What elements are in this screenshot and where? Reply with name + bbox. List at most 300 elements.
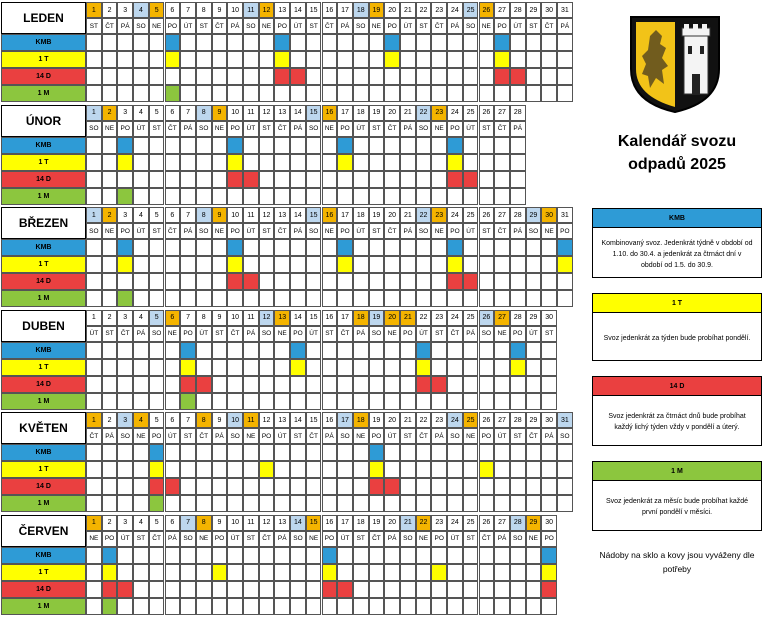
grid-cell bbox=[306, 564, 322, 581]
grid-cell bbox=[196, 598, 212, 615]
day-number: 10 bbox=[227, 105, 243, 121]
grid-cell bbox=[337, 342, 353, 359]
grid-cell bbox=[447, 444, 463, 461]
weekday-name: NE bbox=[86, 531, 102, 547]
collection-mark bbox=[180, 376, 196, 393]
weekday-name: SO bbox=[369, 326, 385, 342]
weekday-name: ČT bbox=[274, 223, 290, 239]
weekday-name: PÁ bbox=[180, 121, 196, 137]
grid-cell bbox=[86, 239, 102, 256]
collection-mark bbox=[384, 478, 400, 495]
grid-cell bbox=[431, 444, 447, 461]
day-number: 14 bbox=[290, 412, 306, 428]
collection-mark bbox=[337, 137, 353, 154]
day-number: 23 bbox=[431, 207, 447, 223]
collection-mark bbox=[227, 137, 243, 154]
grid-cell bbox=[322, 239, 338, 256]
grid-cell bbox=[243, 478, 259, 495]
weekday-name: ČT bbox=[431, 18, 447, 34]
grid-cell bbox=[494, 171, 510, 188]
grid-cell bbox=[196, 393, 212, 410]
grid-cell bbox=[416, 137, 432, 154]
grid-cell bbox=[494, 239, 510, 256]
grid-cell bbox=[274, 444, 290, 461]
grid-cell bbox=[212, 598, 228, 615]
grid-cell bbox=[463, 137, 479, 154]
grid-cell bbox=[86, 154, 102, 171]
collection-mark bbox=[117, 290, 133, 307]
grid-cell bbox=[102, 393, 118, 410]
grid-cell bbox=[227, 376, 243, 393]
day-number: 2 bbox=[102, 2, 118, 18]
grid-cell bbox=[212, 51, 228, 68]
day-number: 16 bbox=[322, 310, 338, 326]
day-number: 22 bbox=[416, 207, 432, 223]
day-number: 29 bbox=[526, 2, 542, 18]
grid-cell bbox=[400, 51, 416, 68]
collection-mark bbox=[557, 256, 573, 273]
day-number: 27 bbox=[494, 412, 510, 428]
weekday-name: ÚT bbox=[353, 223, 369, 239]
month-name: ÚNOR bbox=[1, 105, 86, 137]
grid-cell bbox=[494, 137, 510, 154]
grid-cell bbox=[86, 581, 102, 598]
day-number: 31 bbox=[557, 412, 573, 428]
weekday-name: ST bbox=[369, 223, 385, 239]
day-number: 10 bbox=[227, 2, 243, 18]
grid-cell bbox=[479, 51, 495, 68]
day-number: 25 bbox=[463, 207, 479, 223]
grid-cell bbox=[212, 68, 228, 85]
legend-1m-text: Svoz jedenkrát za měsíc bude probíhat každé první pondělí v měsíci. bbox=[605, 498, 749, 516]
day-number: 22 bbox=[416, 2, 432, 18]
grid-cell bbox=[290, 461, 306, 478]
grid-cell bbox=[494, 564, 510, 581]
weekday-name: PÁ bbox=[431, 428, 447, 444]
weekday-name: ST bbox=[133, 531, 149, 547]
grid-cell bbox=[259, 171, 275, 188]
day-number: 16 bbox=[322, 105, 338, 121]
grid-cell bbox=[369, 171, 385, 188]
grid-cell bbox=[133, 342, 149, 359]
grid-cell bbox=[227, 393, 243, 410]
grid-cell bbox=[322, 495, 338, 512]
collection-mark bbox=[165, 478, 181, 495]
day-number: 18 bbox=[353, 515, 369, 531]
day-number: 14 bbox=[290, 310, 306, 326]
row-label-1-m: 1 M bbox=[1, 85, 86, 102]
weekday-name: ČT bbox=[274, 121, 290, 137]
weekday-name: ÚT bbox=[196, 326, 212, 342]
grid-cell bbox=[133, 239, 149, 256]
grid-cell bbox=[510, 478, 526, 495]
weekday-name: PÁ bbox=[400, 223, 416, 239]
grid-cell bbox=[306, 137, 322, 154]
grid-cell bbox=[259, 256, 275, 273]
grid-cell bbox=[369, 51, 385, 68]
day-number: 11 bbox=[243, 207, 259, 223]
month-block bbox=[0, 206, 570, 308]
grid-cell bbox=[353, 188, 369, 205]
weekday-name: ÚT bbox=[400, 18, 416, 34]
grid-cell bbox=[463, 547, 479, 564]
grid-cell bbox=[353, 85, 369, 102]
grid-cell bbox=[133, 598, 149, 615]
grid-cell bbox=[133, 34, 149, 51]
weekday-name: PO bbox=[400, 326, 416, 342]
grid-cell bbox=[447, 68, 463, 85]
grid-cell bbox=[463, 359, 479, 376]
grid-cell bbox=[227, 478, 243, 495]
day-number: 30 bbox=[541, 207, 557, 223]
grid-cell bbox=[306, 547, 322, 564]
legend-kmb bbox=[592, 208, 762, 278]
day-number: 8 bbox=[196, 207, 212, 223]
grid-cell bbox=[290, 188, 306, 205]
grid-cell bbox=[243, 444, 259, 461]
collection-mark bbox=[431, 376, 447, 393]
grid-cell bbox=[165, 444, 181, 461]
grid-cell bbox=[369, 188, 385, 205]
weekday-name: ST bbox=[196, 18, 212, 34]
grid-cell bbox=[384, 598, 400, 615]
grid-cell bbox=[165, 137, 181, 154]
grid-cell bbox=[306, 239, 322, 256]
weekday-name: PO bbox=[165, 18, 181, 34]
grid-cell bbox=[479, 478, 495, 495]
grid-cell bbox=[290, 85, 306, 102]
grid-cell bbox=[479, 239, 495, 256]
grid-cell bbox=[212, 461, 228, 478]
month-name: BŘEZEN bbox=[1, 207, 86, 239]
grid-cell bbox=[274, 239, 290, 256]
grid-cell bbox=[494, 342, 510, 359]
day-number: 13 bbox=[274, 310, 290, 326]
grid-cell bbox=[353, 598, 369, 615]
grid-cell bbox=[416, 51, 432, 68]
grid-cell bbox=[227, 581, 243, 598]
weekday-name: PO bbox=[290, 326, 306, 342]
grid-cell bbox=[322, 273, 338, 290]
grid-cell bbox=[384, 239, 400, 256]
grid-cell bbox=[337, 547, 353, 564]
weekday-name: ÚT bbox=[494, 428, 510, 444]
grid-cell bbox=[384, 171, 400, 188]
grid-cell bbox=[227, 188, 243, 205]
grid-cell bbox=[243, 359, 259, 376]
grid-cell bbox=[510, 444, 526, 461]
grid-cell bbox=[494, 461, 510, 478]
collection-mark bbox=[541, 564, 557, 581]
weekday-name: SO bbox=[337, 428, 353, 444]
grid-cell bbox=[494, 256, 510, 273]
grid-cell bbox=[102, 188, 118, 205]
grid-cell bbox=[416, 564, 432, 581]
day-number: 26 bbox=[479, 105, 495, 121]
weekday-name: PÁ bbox=[384, 531, 400, 547]
grid-cell bbox=[196, 85, 212, 102]
row-label-kmb: KMB bbox=[1, 137, 86, 154]
collection-mark bbox=[494, 51, 510, 68]
grid-cell bbox=[212, 171, 228, 188]
grid-cell bbox=[510, 495, 526, 512]
grid-cell bbox=[274, 188, 290, 205]
grid-cell bbox=[416, 34, 432, 51]
grid-cell bbox=[117, 495, 133, 512]
grid-cell bbox=[212, 393, 228, 410]
grid-cell bbox=[447, 359, 463, 376]
collection-mark bbox=[447, 171, 463, 188]
collection-mark bbox=[322, 547, 338, 564]
day-number: 18 bbox=[353, 310, 369, 326]
collection-mark bbox=[369, 478, 385, 495]
grid-cell bbox=[416, 478, 432, 495]
collection-mark bbox=[384, 34, 400, 51]
collection-mark bbox=[274, 51, 290, 68]
grid-cell bbox=[274, 154, 290, 171]
grid-cell bbox=[212, 359, 228, 376]
grid-cell bbox=[400, 137, 416, 154]
day-number: 20 bbox=[384, 105, 400, 121]
weekday-name: ST bbox=[541, 326, 557, 342]
collection-mark bbox=[117, 581, 133, 598]
day-number: 17 bbox=[337, 105, 353, 121]
grid-cell bbox=[510, 290, 526, 307]
glass-metal-note: Nádoby na sklo a kovy jsou vyváženy dle potřeby bbox=[599, 550, 755, 574]
grid-cell bbox=[290, 34, 306, 51]
grid-cell bbox=[102, 239, 118, 256]
grid-cell bbox=[86, 393, 102, 410]
grid-cell bbox=[243, 290, 259, 307]
grid-cell bbox=[227, 598, 243, 615]
grid-cell bbox=[384, 154, 400, 171]
grid-cell bbox=[557, 478, 573, 495]
grid-cell bbox=[369, 495, 385, 512]
grid-cell bbox=[337, 290, 353, 307]
month-block bbox=[0, 411, 570, 513]
grid-cell bbox=[212, 342, 228, 359]
weekday-name: PO bbox=[227, 121, 243, 137]
grid-cell bbox=[510, 34, 526, 51]
grid-cell bbox=[416, 68, 432, 85]
grid-cell bbox=[117, 51, 133, 68]
grid-cell bbox=[306, 34, 322, 51]
collection-mark bbox=[102, 564, 118, 581]
weekday-name: ST bbox=[212, 326, 228, 342]
weekday-name: ÚT bbox=[384, 428, 400, 444]
grid-cell bbox=[494, 547, 510, 564]
grid-cell bbox=[180, 171, 196, 188]
grid-cell bbox=[274, 171, 290, 188]
day-number: 20 bbox=[384, 515, 400, 531]
grid-cell bbox=[353, 239, 369, 256]
grid-cell bbox=[306, 359, 322, 376]
collection-mark bbox=[227, 171, 243, 188]
grid-cell bbox=[322, 137, 338, 154]
weekday-name: PO bbox=[494, 18, 510, 34]
weekday-name: SO bbox=[180, 531, 196, 547]
weekday-name: ST bbox=[400, 428, 416, 444]
grid-cell bbox=[369, 359, 385, 376]
grid-cell bbox=[400, 393, 416, 410]
day-number: 6 bbox=[165, 515, 181, 531]
grid-cell bbox=[463, 154, 479, 171]
collection-mark bbox=[337, 154, 353, 171]
grid-cell bbox=[259, 547, 275, 564]
grid-cell bbox=[463, 51, 479, 68]
day-number: 13 bbox=[274, 105, 290, 121]
grid-cell bbox=[290, 444, 306, 461]
grid-cell bbox=[196, 478, 212, 495]
day-number: 2 bbox=[102, 105, 118, 121]
row-label-14-d: 14 D bbox=[1, 478, 86, 495]
day-number: 16 bbox=[322, 207, 338, 223]
grid-cell bbox=[526, 547, 542, 564]
grid-cell bbox=[133, 478, 149, 495]
collection-mark bbox=[149, 461, 165, 478]
grid-cell bbox=[353, 342, 369, 359]
grid-cell bbox=[196, 51, 212, 68]
grid-cell bbox=[196, 495, 212, 512]
weekday-name: NE bbox=[259, 18, 275, 34]
weekday-name: ST bbox=[431, 326, 447, 342]
day-number: 3 bbox=[117, 105, 133, 121]
weekday-name: ÚT bbox=[133, 223, 149, 239]
day-number: 24 bbox=[447, 310, 463, 326]
collection-mark bbox=[149, 444, 165, 461]
weekday-name: ÚT bbox=[510, 18, 526, 34]
grid-cell bbox=[196, 171, 212, 188]
grid-cell bbox=[86, 359, 102, 376]
grid-cell bbox=[337, 188, 353, 205]
grid-cell bbox=[165, 342, 181, 359]
grid-cell bbox=[447, 342, 463, 359]
grid-cell bbox=[416, 547, 432, 564]
collection-mark bbox=[447, 154, 463, 171]
grid-cell bbox=[274, 359, 290, 376]
collection-mark bbox=[227, 154, 243, 171]
grid-cell bbox=[494, 154, 510, 171]
day-number: 29 bbox=[526, 310, 542, 326]
weekday-name: SO bbox=[243, 18, 259, 34]
grid-cell bbox=[86, 34, 102, 51]
grid-cell bbox=[102, 273, 118, 290]
grid-cell bbox=[526, 359, 542, 376]
weekday-name: SO bbox=[526, 223, 542, 239]
grid-cell bbox=[557, 273, 573, 290]
grid-cell bbox=[102, 359, 118, 376]
grid-cell bbox=[133, 495, 149, 512]
collection-mark bbox=[447, 239, 463, 256]
grid-cell bbox=[384, 495, 400, 512]
day-number: 1 bbox=[86, 412, 102, 428]
day-number: 2 bbox=[102, 515, 118, 531]
grid-cell bbox=[102, 51, 118, 68]
collection-mark bbox=[180, 342, 196, 359]
grid-cell bbox=[117, 393, 133, 410]
grid-cell bbox=[180, 154, 196, 171]
grid-cell bbox=[306, 68, 322, 85]
grid-cell bbox=[541, 444, 557, 461]
day-number: 9 bbox=[212, 412, 228, 428]
collection-mark bbox=[117, 188, 133, 205]
grid-cell bbox=[463, 34, 479, 51]
grid-cell bbox=[227, 444, 243, 461]
month-block bbox=[0, 1, 570, 103]
grid-cell bbox=[165, 393, 181, 410]
grid-cell bbox=[165, 376, 181, 393]
grid-cell bbox=[102, 68, 118, 85]
collection-mark bbox=[322, 564, 338, 581]
grid-cell bbox=[86, 461, 102, 478]
day-number: 6 bbox=[165, 207, 181, 223]
day-number: 3 bbox=[117, 207, 133, 223]
grid-cell bbox=[86, 444, 102, 461]
collection-mark bbox=[274, 68, 290, 85]
collection-mark bbox=[369, 444, 385, 461]
day-number: 11 bbox=[243, 412, 259, 428]
grid-cell bbox=[384, 359, 400, 376]
grid-cell bbox=[479, 34, 495, 51]
day-number: 7 bbox=[180, 2, 196, 18]
collection-mark bbox=[447, 137, 463, 154]
grid-cell bbox=[133, 581, 149, 598]
weekday-name: NE bbox=[102, 223, 118, 239]
grid-cell bbox=[117, 171, 133, 188]
grid-cell bbox=[369, 34, 385, 51]
grid-cell bbox=[180, 188, 196, 205]
collection-mark bbox=[337, 256, 353, 273]
collection-mark bbox=[243, 273, 259, 290]
day-number: 30 bbox=[541, 310, 557, 326]
grid-cell bbox=[165, 359, 181, 376]
grid-cell bbox=[133, 188, 149, 205]
grid-cell bbox=[259, 290, 275, 307]
grid-cell bbox=[274, 256, 290, 273]
day-number: 26 bbox=[479, 2, 495, 18]
grid-cell bbox=[274, 85, 290, 102]
weekday-name: ČT bbox=[227, 326, 243, 342]
day-number: 18 bbox=[353, 412, 369, 428]
grid-cell bbox=[227, 290, 243, 307]
weekday-name: PÁ bbox=[322, 428, 338, 444]
grid-cell bbox=[369, 376, 385, 393]
grid-cell bbox=[447, 478, 463, 495]
day-number: 13 bbox=[274, 207, 290, 223]
grid-cell bbox=[369, 239, 385, 256]
grid-cell bbox=[447, 51, 463, 68]
day-number: 17 bbox=[337, 207, 353, 223]
grid-cell bbox=[541, 393, 557, 410]
day-number: 18 bbox=[353, 105, 369, 121]
day-number: 22 bbox=[416, 412, 432, 428]
grid-cell bbox=[259, 376, 275, 393]
grid-cell bbox=[479, 256, 495, 273]
grid-cell bbox=[463, 444, 479, 461]
grid-cell bbox=[290, 564, 306, 581]
grid-cell bbox=[306, 290, 322, 307]
grid-cell bbox=[400, 581, 416, 598]
grid-cell bbox=[290, 51, 306, 68]
collection-mark bbox=[447, 273, 463, 290]
day-number: 8 bbox=[196, 310, 212, 326]
grid-cell bbox=[416, 581, 432, 598]
day-number: 1 bbox=[86, 105, 102, 121]
grid-cell bbox=[369, 154, 385, 171]
day-number: 9 bbox=[212, 515, 228, 531]
grid-cell bbox=[322, 290, 338, 307]
grid-cell bbox=[133, 547, 149, 564]
